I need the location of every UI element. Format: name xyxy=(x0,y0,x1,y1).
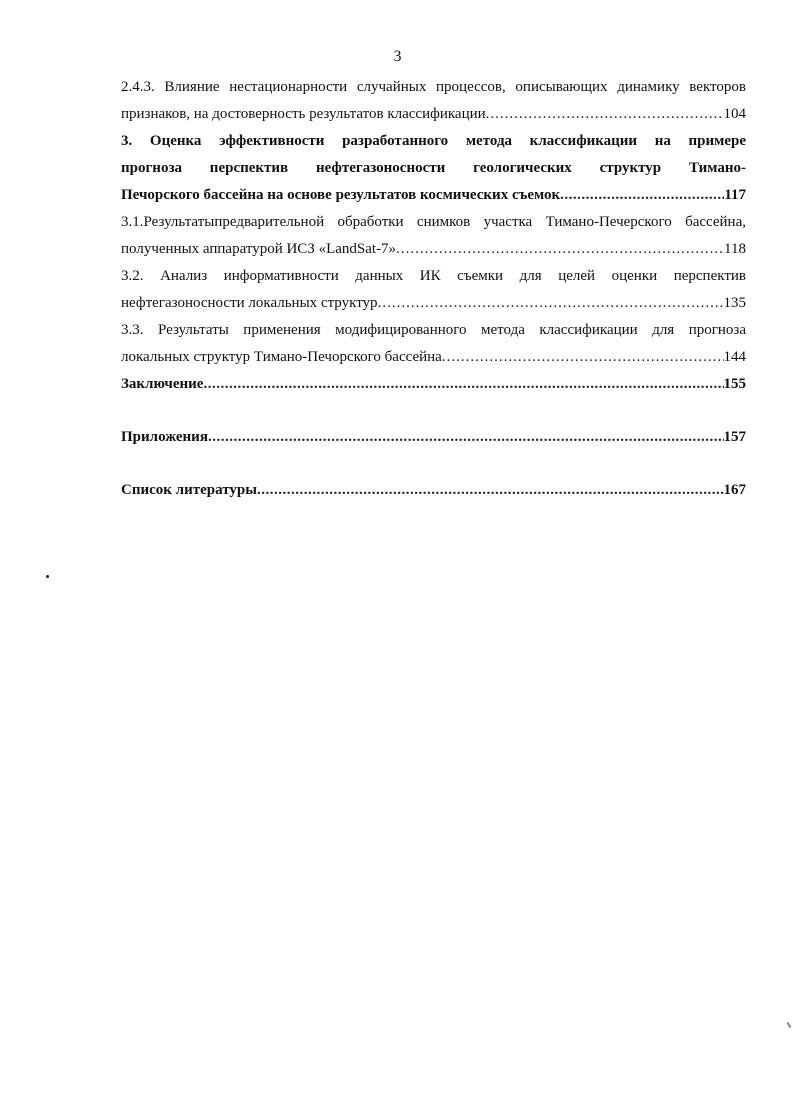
toc-entry-last-line xyxy=(121,182,746,209)
toc-entry-last-line xyxy=(121,477,746,504)
toc-entry-last-line xyxy=(121,424,746,451)
toc-entry-text: признаков, на достоверность результатов классификации xyxy=(121,106,486,122)
toc-entry-3-2 xyxy=(121,263,746,317)
toc-entry-text: нефтегазоносности локальных структур xyxy=(121,295,378,311)
toc-page-number: 104 xyxy=(723,106,746,122)
toc-entry-text: 3. Оценка эффективности разработанного метода классификации на примере xyxy=(121,133,746,149)
dot-leader xyxy=(486,101,724,128)
toc-entry-chapter-3 xyxy=(121,128,746,209)
toc-page-number: 117 xyxy=(724,187,746,203)
toc-entry-text: 3.1.Результатыпредварительной обработки снимков участка Тимано-Печерского бассейна, xyxy=(121,214,746,230)
toc-entry-text: Печорского бассейна на основе результатов космических съемок xyxy=(121,187,561,203)
dot-leader xyxy=(203,371,723,398)
toc-entry-appendices xyxy=(121,424,746,451)
toc-page-number: 167 xyxy=(723,482,746,498)
dot-leader xyxy=(560,182,724,209)
dot-leader xyxy=(257,477,724,504)
toc-page-number: 155 xyxy=(723,376,746,392)
toc-entry-last-line xyxy=(121,371,746,398)
toc-entry-last-line xyxy=(121,236,746,263)
toc-entry-text: Заключение xyxy=(121,376,204,392)
toc-entry-3-3 xyxy=(121,317,746,371)
toc-entry-text: Список литературы xyxy=(121,482,257,498)
toc-entry-text: Приложения xyxy=(121,429,208,445)
toc-page-number: 135 xyxy=(723,295,746,311)
scan-speck xyxy=(46,575,49,578)
toc-entry-text: 3.2. Анализ информативности данных ИК съемки для целей оценки перспектив xyxy=(121,268,746,284)
dot-leader xyxy=(208,424,724,451)
dot-leader xyxy=(396,236,724,263)
toc-entry-last-line xyxy=(121,101,746,128)
toc-page-number: 144 xyxy=(723,349,746,365)
toc-entry-last-line xyxy=(121,290,746,317)
table-of-contents xyxy=(121,74,746,504)
toc-entry-conclusion xyxy=(121,371,746,398)
dot-leader xyxy=(378,290,724,317)
toc-entry-text: полученных аппаратурой ИСЗ «LandSat-7» xyxy=(121,241,397,257)
toc-entry-text: 3.3. Результаты применения модифицированного метода классификации для прогноза xyxy=(121,322,746,338)
toc-entry-last-line xyxy=(121,344,746,371)
toc-entry-text: локальных структур Тимано-Печорского бассейна xyxy=(121,349,442,365)
toc-entry-references xyxy=(121,477,746,504)
toc-entry-text: 2.4.3. Влияние нестационарности случайных процессов, описывающих динамику векторов xyxy=(121,79,746,95)
toc-entry-text: прогноза перспектив нефтегазоносности геологических структур Тимано- xyxy=(121,160,746,176)
scan-mark xyxy=(787,1022,792,1028)
toc-entry-3-1 xyxy=(121,209,746,263)
toc-page-number: 118 xyxy=(724,241,746,257)
dot-leader xyxy=(442,344,724,371)
toc-entry-2-4-3 xyxy=(121,74,746,128)
page-number: 3 xyxy=(393,48,402,65)
toc-page-number: 157 xyxy=(723,429,746,445)
